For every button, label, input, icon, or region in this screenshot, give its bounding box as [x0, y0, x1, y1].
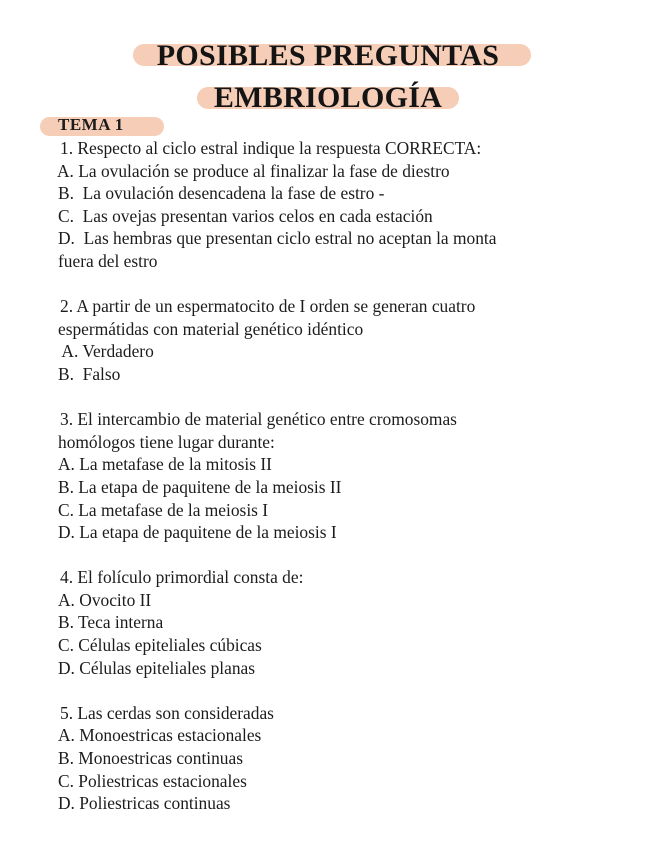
answer-option: B. Monoestricas continuas	[58, 748, 243, 769]
question-prompt: 3. El intercambio de material genético entre cromosomas	[60, 409, 457, 430]
question-prompt-continuation: homólogos tiene lugar durante:	[58, 431, 275, 452]
answer-option: A. Ovocito II	[58, 589, 152, 610]
question-4	[58, 566, 598, 679]
question-1	[58, 137, 598, 273]
question-prompt: 1. Respecto al ciclo estral indique la respuesta CORRECTA:	[60, 138, 482, 158]
answer-option: D. Poliestricas continuas	[58, 793, 231, 814]
answer-option: A. La ovulación se produce al finalizar la fase de diestro	[57, 160, 450, 181]
page-title-text-2: EMBRIOLOGÍA	[213, 81, 443, 114]
answer-option: B. La etapa de paquitene de la meiosis II	[58, 476, 342, 497]
question-5	[58, 702, 598, 815]
answer-option: C. Poliestricas estacionales	[58, 770, 247, 791]
page-title-line-1	[0, 38, 656, 74]
answer-option: B. Teca interna	[58, 612, 164, 633]
answer-option: D. La etapa de paquitene de la meiosis I	[58, 522, 337, 543]
question-3	[58, 408, 598, 544]
question-prompt-continuation: espermátidas con material genético idéntico	[58, 318, 364, 339]
question-2	[58, 295, 598, 385]
page-title-text-1: POSIBLES PREGUNTAS	[156, 39, 500, 72]
answer-option: D. Las hembras que presentan ciclo estral no aceptan la monta	[58, 228, 497, 249]
question-prompt: 4. El folículo primordial consta de:	[60, 567, 304, 588]
section-heading: TEMA 1	[58, 115, 124, 134]
answer-option: D. Células epiteliales planas	[58, 657, 256, 678]
answer-option: B. La ovulación desencadena la fase de estro -	[58, 183, 385, 204]
answer-option: A. Verdadero	[58, 341, 154, 362]
answer-option: C. Las ovejas presentan varios celos en cada estación	[58, 205, 433, 226]
answer-option: C. La metafase de la meiosis I	[58, 499, 269, 520]
question-prompt: 5. Las cerdas son consideradas	[60, 702, 274, 723]
question-prompt: 2. A partir de un espermatocito de I orden se generan cuatro	[60, 296, 476, 317]
answer-option: A. Monoestricas estacionales	[58, 725, 262, 746]
question-list	[58, 137, 598, 815]
answer-option: B. Falso	[58, 363, 121, 384]
page-title-line-2	[0, 80, 656, 116]
answer-option: C. Células epiteliales cúbicas	[58, 635, 262, 656]
answer-option-continuation: fuera del estro	[58, 250, 158, 271]
answer-option: A. La metafase de la mitosis II	[58, 454, 272, 475]
